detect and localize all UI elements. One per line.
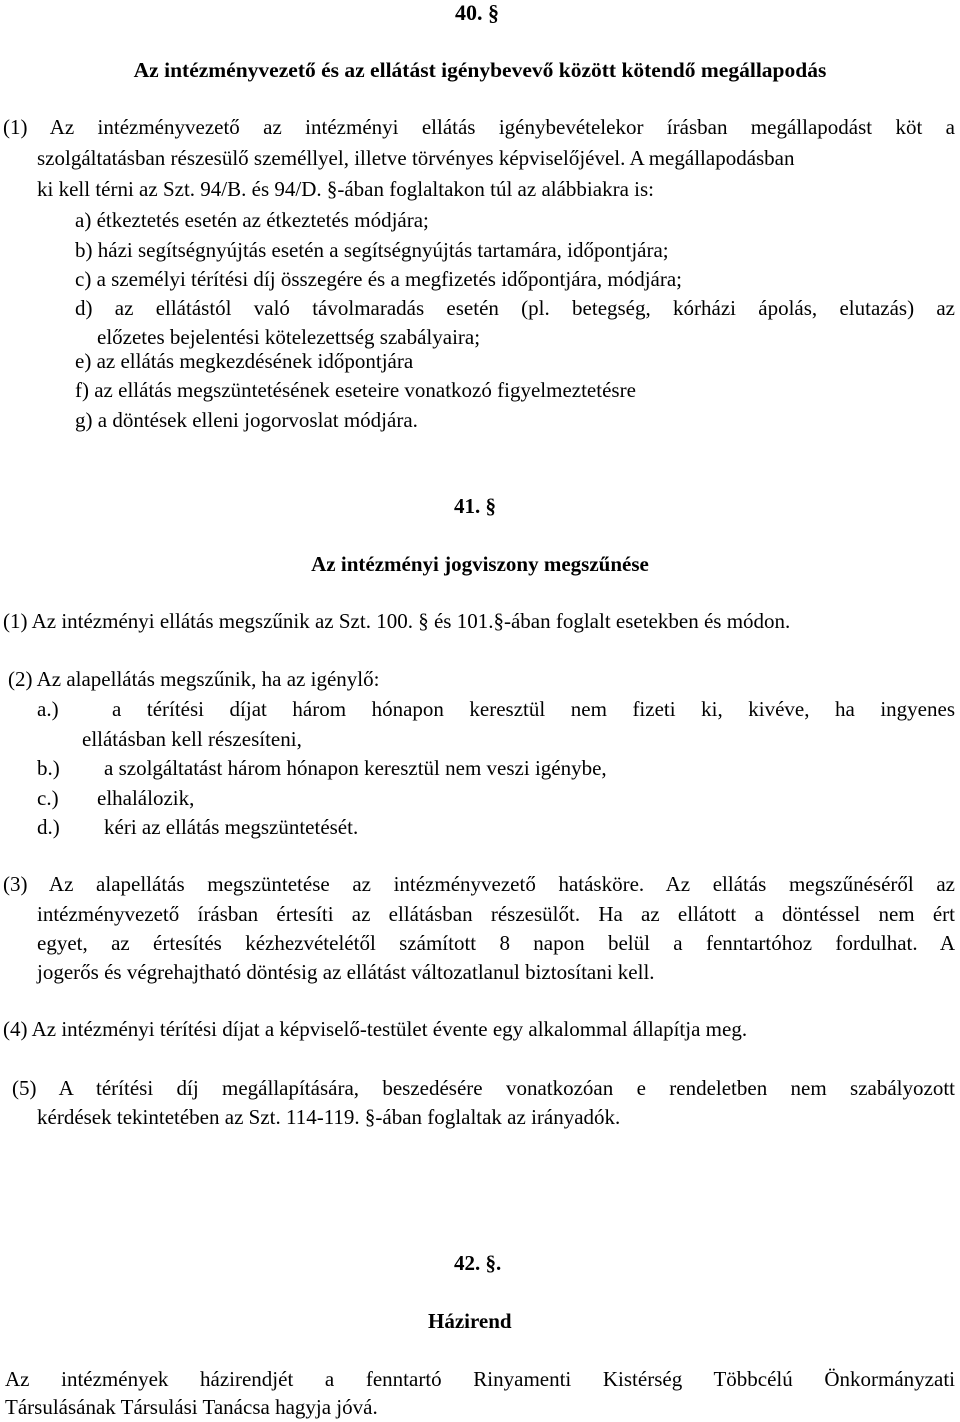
section-42-title: Házirend xyxy=(428,1309,512,1333)
s40-item-c: c) a személyi térítési díj összegére és a megfizetés időpontjára, módjára; xyxy=(75,267,683,291)
s41-p5-line1: (5) A térítési díj megállapítására, beszedésére vonatkozóan e rendeletben nem szabályozott xyxy=(12,1076,955,1100)
s41-item-c-marker: c.) xyxy=(37,786,59,810)
section-41-title: Az intézményi jogviszony megszűnése xyxy=(311,552,649,576)
section-40-heading: 40. § xyxy=(455,0,499,25)
s40-item-b: b) házi segítségnyújtás esetén a segítségnyújtás tartamára, időpontjára; xyxy=(75,238,669,262)
s40-item-e: e) az ellátás megkezdésének időpontjára xyxy=(75,349,414,373)
s42-p1-line2: Társulásának Társulási Tanácsa hagyja jóvá. xyxy=(5,1395,378,1419)
s40-p1-line3: ki kell térni az Szt. 94/B. és 94/D. §-ában foglaltakon túl az alábbiakra is: xyxy=(37,177,654,201)
s40-item-d-cont: előzetes bejelentési kötelezettség szabályaira; xyxy=(97,325,481,349)
s41-p3-line2: intézményvezető írásban értesíti az ellátásban részesülőt. Ha az ellátott a döntéssel nem ért xyxy=(37,902,955,926)
s40-item-a: a) étkeztetés esetén az étkeztetés módjára; xyxy=(75,208,429,232)
s41-p3-line1: (3) Az alapellátás megszüntetése az intézményvezető hatásköre. Az ellátás megszűnéséről az xyxy=(3,872,955,896)
s41-p3-line4: jogerős és végrehajtható döntésig az ellátást változatlanul biztosítani kell. xyxy=(37,960,655,984)
s41-item-a-text: a térítési díjat három hónapon keresztül nem fizeti ki, kivéve, ha ingyenes xyxy=(112,697,955,721)
section-40-title: Az intézményvezető és az ellátást igénybevevő között kötendő megállapodás xyxy=(133,58,827,82)
s40-item-g: g) a döntések elleni jogorvoslat módjára. xyxy=(75,408,418,432)
s41-item-d-marker: d.) xyxy=(37,815,60,839)
s40-item-d: d) az ellátástól való távolmaradás esetén (pl. betegség, kórházi ápolás, elutazás) az xyxy=(75,296,955,320)
s41-item-b-text: a szolgáltatást három hónapon keresztül nem veszi igénybe, xyxy=(104,756,607,780)
s41-p5-line2: kérdések tekintetében az Szt. 114-119. §-ában foglaltak az irányadók. xyxy=(37,1105,621,1129)
s40-p1-line2: szolgáltatásban részesülő személlyel, illetve törvényes képviselőjével. A megállapodásban xyxy=(37,146,795,170)
s41-p3-line3: egyet, az értesítés kézhezvételétől számított 8 napon belül a fenntartóhoz fordulhat. A xyxy=(37,931,955,955)
s41-item-d-text: kéri az ellátás megszüntetését. xyxy=(104,815,359,839)
s41-p4: (4) Az intézményi térítési díjat a képviselő-testület évente egy alkalommal állapítja meg. xyxy=(3,1017,748,1041)
s41-item-b-marker: b.) xyxy=(37,756,60,780)
section-42-heading: 42. §. xyxy=(454,1251,502,1275)
s41-item-a-cont: ellátásban kell részesíteni, xyxy=(82,727,302,751)
s42-p1-line1: Az intézmények házirendjét a fenntartó Rinyamenti Kistérség Többcélú Önkormányzati xyxy=(5,1367,955,1391)
s41-p2-intro: (2) Az alapellátás megszűnik, ha az igénylő: xyxy=(8,667,380,691)
s40-item-f: f) az ellátás megszüntetésének eseteire vonatkozó figyelmeztetésre xyxy=(75,378,636,402)
s41-p1: (1) Az intézményi ellátás megszűnik az Szt. 100. § és 101.§-ában foglalt esetekben és módon. xyxy=(3,609,791,633)
s40-p1-line1: (1) Az intézményvezető az intézményi ellátás igénybevételekor írásban megállapodást köt a xyxy=(3,115,955,139)
s41-item-a-marker: a.) xyxy=(37,697,59,721)
s41-item-c-text: elhalálozik, xyxy=(97,786,195,810)
section-41-heading: 41. § xyxy=(454,494,496,518)
